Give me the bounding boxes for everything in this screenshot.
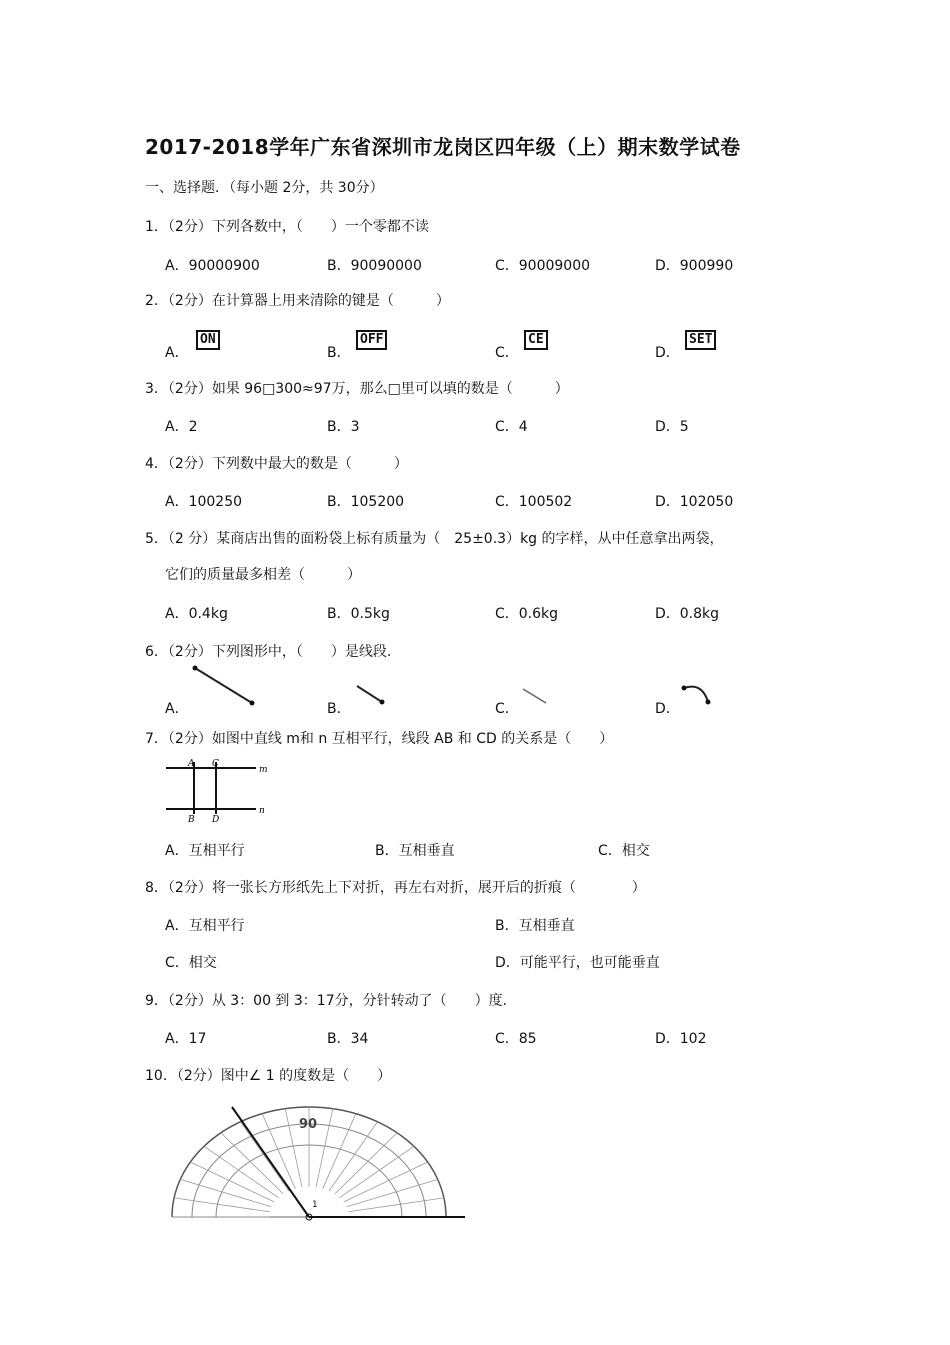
label-d: D [212,815,220,825]
question-3-option-a: A．2 [165,419,198,435]
question-8-option-b: B．互相垂直 [495,918,575,934]
protractor-tick [348,1198,444,1212]
question-5-option-a: A．0.4kg [165,606,228,622]
label-m: m [259,765,268,775]
question-3-option-c: C．4 [495,419,528,435]
segment-figure-a [190,664,260,708]
angle-1-label: 1 [312,1200,318,1210]
protractor-tick [329,1122,378,1191]
protractor-tick [190,1162,274,1202]
question-5-option-c: C．0.6kg [495,606,559,622]
question-1-option-d: D．900990 [655,258,734,274]
question-9-option-b: B．34 [327,1031,369,1047]
question-7-option-b: B．互相垂直 [375,843,455,859]
protractor-90-label: 90 [299,1117,318,1132]
question-6-option-d: D． [655,701,680,717]
question-6-option-c: C． [495,701,519,717]
section-heading: 一、选择题．（每小题 2分，共 30分） [145,180,384,196]
label-b: B [188,815,195,825]
label-a: A [188,759,195,769]
protractor-figure [160,1095,470,1230]
question-1-option-a: A．90000900 [165,258,260,274]
protractor-tick [241,1122,290,1191]
question-4-option-b: B．105200 [327,494,405,510]
question-8-option-a: A．互相平行 [165,918,245,934]
segment-figure-c [520,686,552,708]
question-2-option-b: B． [327,345,351,361]
question-4-option-c: C．100502 [495,494,573,510]
question-10-stem: 10．（2分）图中∠ 1 的度数是（ ） [145,1068,392,1084]
question-9-option-d: D．102 [655,1031,707,1047]
parallel-lines-figure [164,758,274,826]
question-5-stem-continued: 它们的质量最多相差（ ） [165,567,361,583]
question-6-option-a: A． [165,701,189,717]
protractor-tick [221,1133,283,1194]
key-ce-icon: CE [524,330,548,350]
protractor-tick [344,1162,428,1202]
question-5-option-b: B．0.5kg [327,606,390,622]
question-7-option-c: C．相交 [598,843,650,859]
question-6-stem: 6．（2分）下列图形中，（ ）是线段. [145,644,392,660]
question-5-stem: 5．（2 分）某商店出售的面粉袋上标有质量为（ 25±0.3）kg 的字样，从中任意拿出两袋， [145,531,724,547]
key-off-icon: OFF [356,330,387,350]
question-3-stem: 3．（2分）如果 96□300≈97万，那么□里可以填的数是（ ） [145,381,569,397]
arc-figure-d [680,682,714,708]
question-1-option-b: B．90090000 [327,258,422,274]
question-9-stem: 9．（2分）从 3：00 到 3：17分，分针转动了（ ）度. [145,993,508,1009]
question-9-option-c: C．85 [495,1031,537,1047]
question-4-option-a: A．100250 [165,494,243,510]
question-5-option-d: D．0.8kg [655,606,720,622]
question-1-stem: 1．（2分）下列各数中，（ ）一个零都不读 [145,219,429,235]
question-2-stem: 2．（2分）在计算器上用来清除的键是（ ） [145,293,450,309]
question-6-option-b: B． [327,701,351,717]
question-3-option-d: D．5 [655,419,689,435]
label-c: C [212,759,219,769]
question-1-option-c: C．90009000 [495,258,591,274]
question-4-option-d: D．102050 [655,494,734,510]
question-3-option-b: B．3 [327,419,360,435]
label-n: n [259,806,265,816]
key-on-icon: ON [196,330,220,350]
question-4-stem: 4．（2分）下列数中最大的数是（ ） [145,456,408,472]
protractor-tick [174,1198,270,1212]
key-set-icon: SET [685,330,716,350]
question-2-option-a: A． [165,345,189,361]
question-8-option-c: C．相交 [165,955,217,971]
question-8-stem: 8．（2分）将一张长方形纸先上下对折，再左右对折，展开后的折痕（ ） [145,880,646,896]
question-7-stem: 7．（2分）如图中直线 m和 n 互相平行，线段 AB 和 CD 的关系是（ ） [145,731,614,747]
question-2-option-c: C． [495,345,519,361]
page-title: 2017-2018学年广东省深圳市龙岗区四年级（上）期末数学试卷 [145,135,741,159]
protractor-tick [335,1133,397,1194]
question-8-option-d: D．可能平行，也可能垂直 [495,955,660,971]
question-9-option-a: A．17 [165,1031,207,1047]
question-2-option-d: D． [655,345,680,361]
protractor-tick [316,1109,333,1188]
question-7-option-a: A．互相平行 [165,843,245,859]
segment-figure-b [354,683,390,707]
